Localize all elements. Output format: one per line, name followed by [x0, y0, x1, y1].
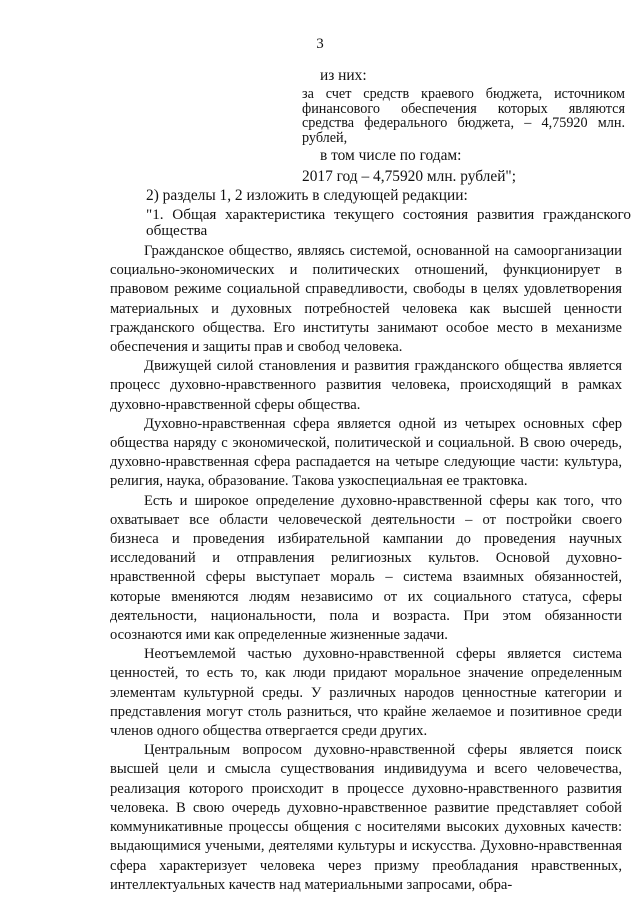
- paragraph: Центральным вопросом духовно-нравственной сферы является поиск высшей цели и смысла существования индивидуума и всего человечества, реализация которого происходит в процессе духовно-нравственного развития человека. В свою очередь духовно-нравственное развитие представляет собой коммуникативные процессы общения с носителями высоких духовных качеств: выдающимися учеными, деятелями культуры и искусства. Духовно-нравственная сфера характеризует человека через призму преобладания нравственных, интеллектуальных качеств над материальными запросами, обра-: [110, 742, 622, 893]
- paragraph: Есть и широкое определение духовно-нравственной сферы как того, что охватывает все области человеческой деятельности – от постройки своего бизнеса и проведения избирательной кампании до проведения научных исследований и отправления религиозных культов. Основой духовно-нравственной сферы выступает мораль – система взаимных обязанностей, которые вменяются людям независимо от их социального статуса, сферы деятельности, национальности, пола и возраста. При этом обязанности осознаются ими как определенные жизненные задачи.: [110, 492, 622, 644]
- funding-text: за счет средств краевого бюджета, источником финансового обеспечения которых являются средства федерального бюджета, – 4,75920 млн. рублей,: [302, 86, 625, 146]
- section-heading: "1. Общая характеристика текущего состояния развития гражданского общества: [146, 206, 631, 239]
- year-2017-line: 2017 год – 4,75920 млн. рублей";: [302, 168, 516, 185]
- item-2-line: 2) разделы 1, 2 изложить в следующей редакции:: [146, 187, 468, 204]
- iz-nikh-line: из них:: [320, 67, 367, 84]
- paragraph: Духовно-нравственная сфера является одной из четырех основных сфер общества наряду с экономической, политической и социальной. В свою очередь, духовно-нравственная сфера распадается на четыре следующие части: культура, религия, наука, образование. Такова узкоспециальная ее трактовка.: [110, 415, 622, 490]
- paragraph: Неотъемлемой частью духовно-нравственной сферы является система ценностей, то есть то, как люди придают моральное значение определенным элементам культурной среды. У различных народов ценностные категории и представления могут столь разниться, что крайне желаемое и позитивное среди членов одного общества отвергается среди других.: [110, 646, 622, 740]
- main-text: [110, 242, 622, 895]
- by-years-line: в том числе по годам:: [320, 147, 462, 164]
- paragraph: Гражданское общество, являясь системой, основанной на самоорганизации социально-экономических и политических отношений, функционирует в правовом режиме социальной справедливости, свободы в целях удовлетворения материальных и духовных потребностей человека как высшей ценности гражданского общества. Его институты занимают особое место в механизме обеспечения и защиты прав и свобод человека.: [110, 243, 622, 356]
- paragraph: Движущей силой становления и развития гражданского общества является процесс духовно-нравственного развития человека, происходящий в рамках духовно-нравственной сферы общества.: [110, 358, 622, 413]
- page-number: 3: [316, 36, 324, 52]
